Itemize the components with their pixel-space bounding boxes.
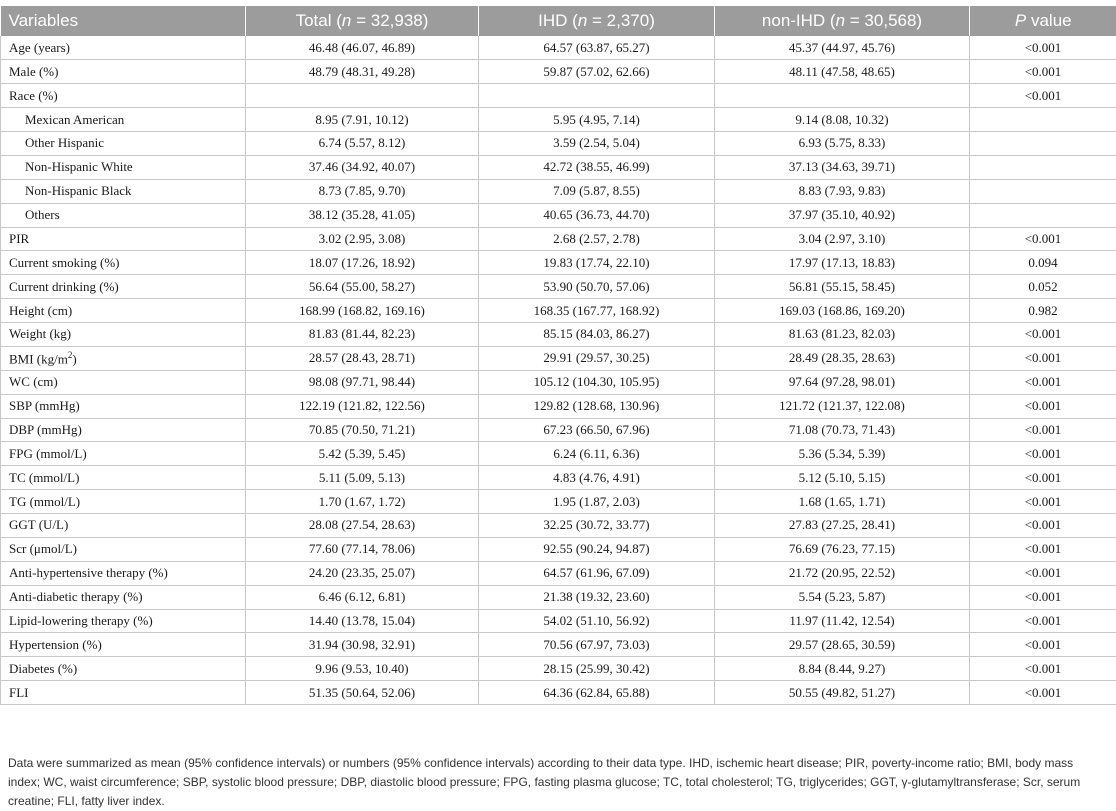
cell-total: 8.73 (7.85, 9.70) <box>246 179 479 203</box>
cell-variable <box>1 275 246 299</box>
cell-nonihd: 56.81 (55.15, 58.45) <box>715 275 970 299</box>
variable-label: SBP (mmHg) <box>9 398 80 413</box>
cell-variable <box>1 179 246 203</box>
table-row <box>1 370 1116 394</box>
cell-total: 6.46 (6.12, 6.81) <box>246 585 479 609</box>
cell-variable <box>1 370 246 394</box>
variable-label: Lipid-lowering therapy (%) <box>9 613 153 628</box>
table-row <box>1 203 1116 227</box>
cell-ihd: 85.15 (84.03, 86.27) <box>479 323 715 347</box>
cell-p <box>970 203 1116 227</box>
cell-total: 81.83 (81.44, 82.23) <box>246 323 479 347</box>
header-total-name: Total ( <box>296 11 342 30</box>
cell-nonihd <box>715 84 970 108</box>
cell-total: 168.99 (168.82, 169.16) <box>246 299 479 323</box>
variable-label: Anti-hypertensive therapy (%) <box>9 565 168 580</box>
table-row <box>1 681 1116 705</box>
table-footnote: Data were summarized as mean (95% confidence intervals) or numbers (95% confidence intervals) according to their data type. IHD, ischemic heart disease; PIR, poverty-income ratio; BMI, body mass index; WC, waist circumference; SBP, systolic blood pressure; DBP, diastolic blood pressure; FPG, fasting plasma glucose; TC, total cholesterol; TG, triglycerides; GGT, γ-glutamyltransferase; Scr, serum creatine; FLI, fatty liver index. <box>8 754 1108 811</box>
table-row <box>1 108 1116 132</box>
header-total <box>246 6 479 36</box>
cell-variable <box>1 561 246 585</box>
variable-label: Other Hispanic <box>25 135 104 150</box>
variable-label: TC (mmol/L) <box>9 470 79 485</box>
cell-nonihd: 3.04 (2.97, 3.10) <box>715 227 970 251</box>
cell-nonihd: 17.97 (17.13, 18.83) <box>715 251 970 275</box>
cell-variable <box>1 60 246 84</box>
table-row <box>1 323 1116 347</box>
cell-nonihd: 8.83 (7.93, 9.83) <box>715 179 970 203</box>
table-body <box>1 36 1116 705</box>
table-row <box>1 132 1116 156</box>
cell-nonihd: 28.49 (28.35, 28.63) <box>715 346 970 370</box>
cell-ihd: 59.87 (57.02, 62.66) <box>479 60 715 84</box>
cell-total: 51.35 (50.64, 52.06) <box>246 681 479 705</box>
cell-variable <box>1 36 246 60</box>
cell-variable <box>1 609 246 633</box>
cell-total: 9.96 (9.53, 10.40) <box>246 657 479 681</box>
cell-total: 122.19 (121.82, 122.56) <box>246 394 479 418</box>
variable-label: PIR <box>9 231 29 246</box>
header-nonihd-n: n <box>836 11 845 30</box>
cell-ihd: 70.56 (67.97, 73.03) <box>479 633 715 657</box>
cell-variable <box>1 84 246 108</box>
cell-p: <0.001 <box>970 346 1116 370</box>
cell-total: 28.57 (28.43, 28.71) <box>246 346 479 370</box>
cell-variable <box>1 251 246 275</box>
cell-nonihd: 9.14 (8.08, 10.32) <box>715 108 970 132</box>
table-row <box>1 275 1116 299</box>
cell-total: 8.95 (7.91, 10.12) <box>246 108 479 132</box>
cell-variable <box>1 681 246 705</box>
cell-nonihd: 11.97 (11.42, 12.54) <box>715 609 970 633</box>
cell-total <box>246 84 479 108</box>
cell-ihd: 64.36 (62.84, 65.88) <box>479 681 715 705</box>
cell-p: <0.001 <box>970 514 1116 538</box>
cell-total: 6.74 (5.57, 8.12) <box>246 132 479 156</box>
cell-p: <0.001 <box>970 490 1116 514</box>
cell-p <box>970 132 1116 156</box>
cell-variable <box>1 585 246 609</box>
header-p-letter: P <box>1015 11 1026 30</box>
cell-total: 98.08 (97.71, 98.44) <box>246 370 479 394</box>
table-row <box>1 561 1116 585</box>
cell-total: 28.08 (27.54, 28.63) <box>246 514 479 538</box>
variable-label: Current drinking (%) <box>9 279 119 294</box>
cell-ihd <box>479 84 715 108</box>
cell-nonihd: 45.37 (44.97, 45.76) <box>715 36 970 60</box>
cell-p: <0.001 <box>970 609 1116 633</box>
cell-total: 46.48 (46.07, 46.89) <box>246 36 479 60</box>
cell-p <box>970 179 1116 203</box>
table-row <box>1 418 1116 442</box>
cell-variable <box>1 537 246 561</box>
cell-p: <0.001 <box>970 442 1116 466</box>
cell-p: 0.982 <box>970 299 1116 323</box>
variable-label: Diabetes (%) <box>9 661 77 676</box>
cell-ihd: 64.57 (63.87, 65.27) <box>479 36 715 60</box>
cell-ihd: 6.24 (6.11, 6.36) <box>479 442 715 466</box>
header-p-label: value <box>1026 11 1071 30</box>
cell-ihd: 92.55 (90.24, 94.87) <box>479 537 715 561</box>
cell-ihd: 28.15 (25.99, 30.42) <box>479 657 715 681</box>
cell-variable <box>1 132 246 156</box>
table-row <box>1 299 1116 323</box>
cell-p: <0.001 <box>970 585 1116 609</box>
cell-p: <0.001 <box>970 370 1116 394</box>
variable-label: Others <box>25 207 60 222</box>
header-total-n: n <box>342 11 351 30</box>
header-row <box>1 6 1116 36</box>
cell-p: <0.001 <box>970 36 1116 60</box>
variable-label-superscript: 2 <box>68 350 73 360</box>
table-row <box>1 633 1116 657</box>
cell-total: 1.70 (1.67, 1.72) <box>246 490 479 514</box>
cell-nonihd: 37.97 (35.10, 40.92) <box>715 203 970 227</box>
cell-ihd: 42.72 (38.55, 46.99) <box>479 155 715 179</box>
header-total-value: = 32,938) <box>351 11 428 30</box>
cell-total: 70.85 (70.50, 71.21) <box>246 418 479 442</box>
cell-ihd: 3.59 (2.54, 5.04) <box>479 132 715 156</box>
cell-p: <0.001 <box>970 466 1116 490</box>
cell-ihd: 53.90 (50.70, 57.06) <box>479 275 715 299</box>
cell-p: <0.001 <box>970 561 1116 585</box>
variable-label: Scr (μmol/L) <box>9 541 77 556</box>
header-nonihd-name: non-IHD ( <box>762 11 836 30</box>
variable-label: Weight (kg) <box>9 326 71 341</box>
cell-ihd: 64.57 (61.96, 67.09) <box>479 561 715 585</box>
cell-nonihd: 21.72 (20.95, 22.52) <box>715 561 970 585</box>
cell-variable <box>1 514 246 538</box>
table-row <box>1 227 1116 251</box>
cell-total: 18.07 (17.26, 18.92) <box>246 251 479 275</box>
table-row <box>1 514 1116 538</box>
cell-nonihd: 97.64 (97.28, 98.01) <box>715 370 970 394</box>
cell-total: 38.12 (35.28, 41.05) <box>246 203 479 227</box>
table-row <box>1 657 1116 681</box>
cell-ihd: 4.83 (4.76, 4.91) <box>479 466 715 490</box>
header-ihd-n: n <box>578 11 587 30</box>
cell-variable <box>1 490 246 514</box>
table-row <box>1 84 1116 108</box>
cell-nonihd: 5.54 (5.23, 5.87) <box>715 585 970 609</box>
cell-p: <0.001 <box>970 657 1116 681</box>
cell-variable <box>1 418 246 442</box>
variable-label: Race (%) <box>9 88 58 103</box>
variable-label: Non-Hispanic White <box>25 159 133 174</box>
header-ihd-name: IHD ( <box>538 11 578 30</box>
cell-nonihd: 169.03 (168.86, 169.20) <box>715 299 970 323</box>
table-row <box>1 537 1116 561</box>
cell-total: 56.64 (55.00, 58.27) <box>246 275 479 299</box>
cell-ihd: 168.35 (167.77, 168.92) <box>479 299 715 323</box>
cell-p: <0.001 <box>970 323 1116 347</box>
cell-variable <box>1 394 246 418</box>
cell-total: 5.11 (5.09, 5.13) <box>246 466 479 490</box>
cell-ihd: 105.12 (104.30, 105.95) <box>479 370 715 394</box>
variable-label: Anti-diabetic therapy (%) <box>9 589 143 604</box>
cell-p: <0.001 <box>970 418 1116 442</box>
cell-p: <0.001 <box>970 227 1116 251</box>
cell-nonihd: 27.83 (27.25, 28.41) <box>715 514 970 538</box>
cell-nonihd: 5.36 (5.34, 5.39) <box>715 442 970 466</box>
cell-nonihd: 48.11 (47.58, 48.65) <box>715 60 970 84</box>
variable-label: DBP (mmHg) <box>9 422 82 437</box>
cell-variable <box>1 657 246 681</box>
cell-ihd: 40.65 (36.73, 44.70) <box>479 203 715 227</box>
variable-label: Non-Hispanic Black <box>25 183 132 198</box>
cell-total: 3.02 (2.95, 3.08) <box>246 227 479 251</box>
cell-nonihd: 121.72 (121.37, 122.08) <box>715 394 970 418</box>
cell-total: 31.94 (30.98, 32.91) <box>246 633 479 657</box>
cell-p <box>970 108 1116 132</box>
cell-total: 77.60 (77.14, 78.06) <box>246 537 479 561</box>
cell-ihd: 19.83 (17.74, 22.10) <box>479 251 715 275</box>
table-row <box>1 346 1116 370</box>
cell-total: 14.40 (13.78, 15.04) <box>246 609 479 633</box>
cell-ihd: 67.23 (66.50, 67.96) <box>479 418 715 442</box>
variable-label: GGT (U/L) <box>9 517 68 532</box>
cell-variable <box>1 346 246 370</box>
cell-total: 48.79 (48.31, 49.28) <box>246 60 479 84</box>
cell-p: 0.052 <box>970 275 1116 299</box>
cell-ihd: 21.38 (19.32, 23.60) <box>479 585 715 609</box>
header-nonihd-value: = 30,568) <box>845 11 922 30</box>
table-row <box>1 179 1116 203</box>
cell-ihd: 5.95 (4.95, 7.14) <box>479 108 715 132</box>
cell-p: <0.001 <box>970 681 1116 705</box>
cell-nonihd: 8.84 (8.44, 9.27) <box>715 657 970 681</box>
table-row <box>1 442 1116 466</box>
cell-ihd: 29.91 (29.57, 30.25) <box>479 346 715 370</box>
table-row <box>1 36 1116 60</box>
cell-total: 5.42 (5.39, 5.45) <box>246 442 479 466</box>
cell-ihd: 1.95 (1.87, 2.03) <box>479 490 715 514</box>
cell-variable <box>1 323 246 347</box>
cell-ihd: 129.82 (128.68, 130.96) <box>479 394 715 418</box>
cell-nonihd: 29.57 (28.65, 30.59) <box>715 633 970 657</box>
cell-p: <0.001 <box>970 84 1116 108</box>
variable-label: WC (cm) <box>9 374 58 389</box>
variable-label: Hypertension (%) <box>9 637 102 652</box>
header-nonihd <box>715 6 970 36</box>
variable-label: BMI (kg/m <box>9 351 68 366</box>
cell-nonihd: 37.13 (34.63, 39.71) <box>715 155 970 179</box>
table-row <box>1 466 1116 490</box>
header-ihd <box>479 6 715 36</box>
cell-p: <0.001 <box>970 394 1116 418</box>
cell-variable <box>1 466 246 490</box>
cell-p <box>970 155 1116 179</box>
cell-nonihd: 5.12 (5.10, 5.15) <box>715 466 970 490</box>
table-row <box>1 251 1116 275</box>
cell-ihd: 7.09 (5.87, 8.55) <box>479 179 715 203</box>
variable-label: Age (years) <box>9 40 70 55</box>
header-variables: Variables <box>1 6 246 36</box>
cell-nonihd: 1.68 (1.65, 1.71) <box>715 490 970 514</box>
variable-label: Male (%) <box>9 64 58 79</box>
cell-ihd: 2.68 (2.57, 2.78) <box>479 227 715 251</box>
cell-variable <box>1 633 246 657</box>
cell-variable <box>1 442 246 466</box>
cell-nonihd: 81.63 (81.23, 82.03) <box>715 323 970 347</box>
table-row <box>1 155 1116 179</box>
table-row <box>1 60 1116 84</box>
cell-p: <0.001 <box>970 537 1116 561</box>
cell-total: 37.46 (34.92, 40.07) <box>246 155 479 179</box>
baseline-characteristics-table <box>0 6 1116 705</box>
cell-p: <0.001 <box>970 60 1116 84</box>
cell-variable <box>1 108 246 132</box>
cell-ihd: 54.02 (51.10, 56.92) <box>479 609 715 633</box>
table-row <box>1 609 1116 633</box>
table-row <box>1 490 1116 514</box>
variable-label: Current smoking (%) <box>9 255 119 270</box>
cell-nonihd: 50.55 (49.82, 51.27) <box>715 681 970 705</box>
cell-nonihd: 71.08 (70.73, 71.43) <box>715 418 970 442</box>
cell-variable <box>1 299 246 323</box>
cell-nonihd: 6.93 (5.75, 8.33) <box>715 132 970 156</box>
header-p-value <box>970 6 1116 36</box>
variable-label: FPG (mmol/L) <box>9 446 87 461</box>
cell-variable <box>1 155 246 179</box>
cell-variable <box>1 203 246 227</box>
variable-label: TG (mmol/L) <box>9 494 80 509</box>
variable-label: Height (cm) <box>9 303 72 318</box>
cell-p: 0.094 <box>970 251 1116 275</box>
cell-p: <0.001 <box>970 633 1116 657</box>
table-row <box>1 585 1116 609</box>
cell-ihd: 32.25 (30.72, 33.77) <box>479 514 715 538</box>
cell-total: 24.20 (23.35, 25.07) <box>246 561 479 585</box>
variable-label-end: ) <box>72 351 76 366</box>
cell-nonihd: 76.69 (76.23, 77.15) <box>715 537 970 561</box>
header-ihd-value: = 2,370) <box>587 11 655 30</box>
variable-label: FLI <box>9 685 29 700</box>
cell-variable <box>1 227 246 251</box>
table-header <box>1 6 1116 36</box>
table-row <box>1 394 1116 418</box>
variable-label: Mexican American <box>25 112 124 127</box>
